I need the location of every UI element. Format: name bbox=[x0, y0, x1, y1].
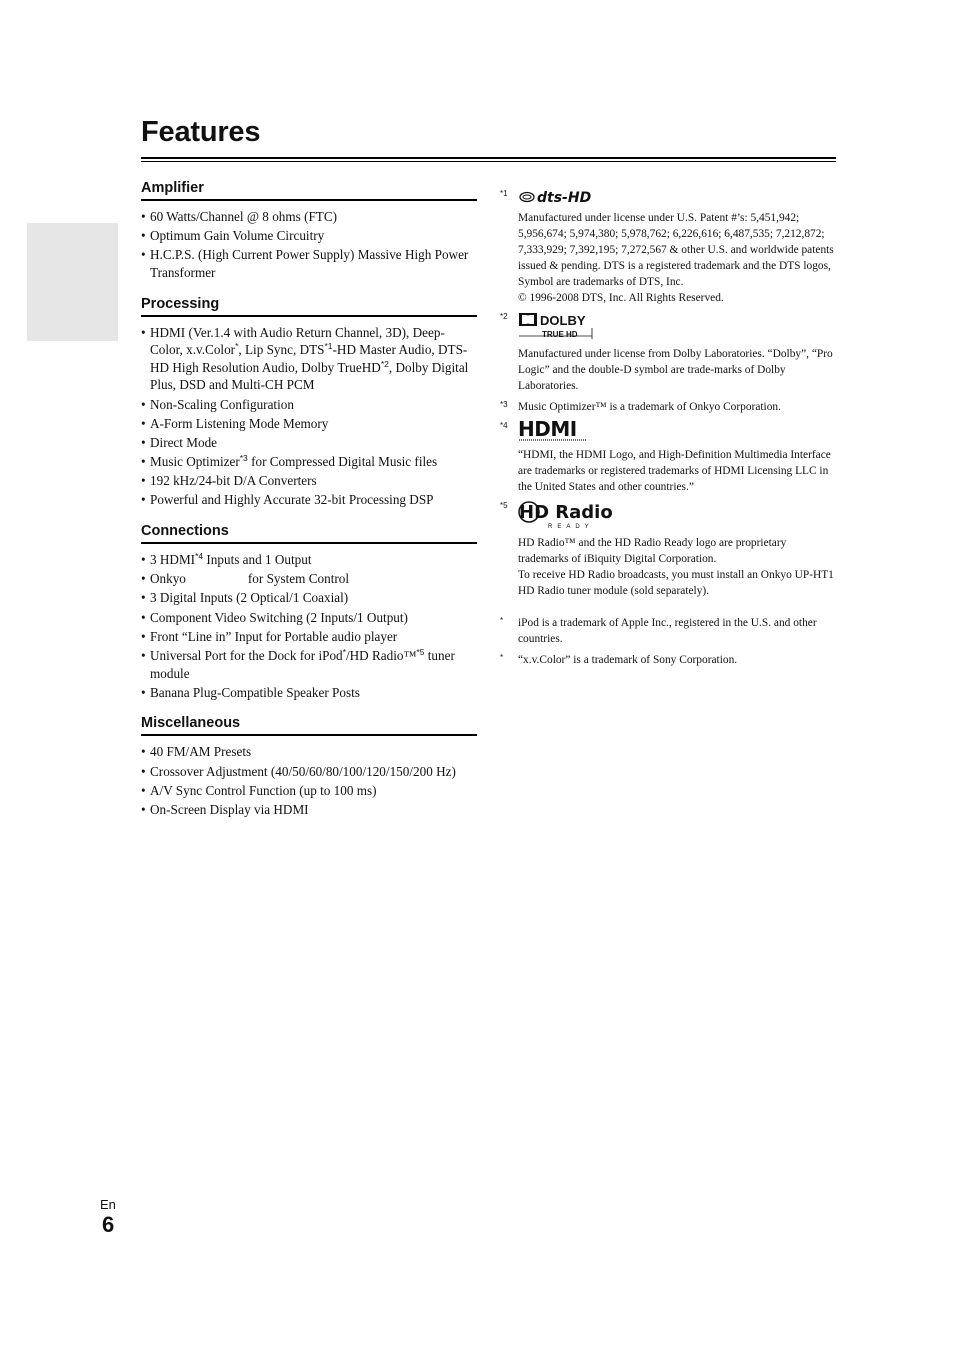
section-heading: Connections bbox=[141, 523, 477, 544]
list-item: • Non-Scaling Configuration bbox=[141, 396, 294, 412]
list-item: • A/V Sync Control Function (up to 100 ms) bbox=[141, 782, 377, 798]
footnote-copyright: © 1996-2008 DTS, Inc. All Rights Reserved. bbox=[518, 292, 724, 304]
section-heading: Amplifier bbox=[141, 180, 477, 201]
svg-text:TRUE HD: TRUE HD bbox=[542, 330, 578, 339]
list-item: • Optimum Gain Volume Circuitry bbox=[141, 228, 325, 244]
page-number: 6 bbox=[102, 1212, 115, 1237]
list-item: • Banana Plug-Compatible Speaker Posts bbox=[141, 684, 360, 700]
footnotes-column bbox=[499, 188, 836, 673]
title-rule-thin bbox=[141, 161, 836, 162]
footnote-text: HD Radio™ and the HD Radio Ready logo are proprietary trademarks of iBiquity Digital Corporation. bbox=[518, 537, 787, 565]
list-item: • H.C.P.S. (High Current Power Supply) Massive High Power Transformer bbox=[141, 247, 469, 280]
footnote-dts bbox=[499, 188, 836, 306]
section-processing bbox=[141, 296, 477, 510]
footnote-text: “HDMI, the HDMI Logo, and High-Definition Multimedia Interface are trademarks or registered trademarks of HDMI Licensing LLC in the United States and other countries.” bbox=[518, 449, 831, 493]
footnote-mark: *5 bbox=[500, 501, 508, 510]
svg-text:dts-HD: dts-HD bbox=[537, 190, 592, 206]
page-language: En bbox=[100, 1197, 116, 1212]
footnote-hdmi bbox=[499, 417, 836, 495]
footnote-mark: *3 bbox=[500, 400, 508, 409]
svg-text:HD Radio: HD Radio bbox=[519, 502, 613, 523]
footnote-ipod bbox=[499, 615, 836, 647]
footnote-xvcolor bbox=[499, 652, 836, 668]
features-column bbox=[141, 180, 477, 833]
list-item: • Universal Port for the Dock for iPod*/HD Radio™$^{*5}$ tuner module bbox=[141, 647, 455, 681]
side-tab-marker bbox=[27, 223, 118, 341]
list-item: • A-Form Listening Mode Memory bbox=[141, 415, 329, 431]
hdmi-logo-icon bbox=[518, 417, 836, 447]
footnote-text: Manufactured under license from Dolby Laboratories. “Dolby”, “Pro Logic” and the double-D symbol are trade-marks of Dolby Laboratories. bbox=[518, 348, 833, 392]
footnote-dolby bbox=[499, 311, 836, 394]
list-item: • Direct Mode bbox=[141, 434, 218, 450]
list-item: • 3 HDMI$^{*4}$ Inputs and 1 Output bbox=[141, 551, 312, 568]
list-item: • HDMI (Ver.1.4 with Audio Return Channel, 3D), Deep-Color, x.v.Color*, Lip Sync, DTS$^{*1}$-HD Master Audio, DTS-HD High Resolution Audio, Dolby TrueHD$^{*2}$, Dolby Digital Plus, DSD and Multi-CH PCM bbox=[141, 324, 469, 393]
list-item: • 60 Watts/Channel @ 8 ohms (FTC) bbox=[141, 209, 338, 224]
list-item: • Music Optimizer$^{*3}$ for Compressed Digital Music files bbox=[141, 453, 438, 470]
svg-text:HDMI: HDMI bbox=[518, 417, 577, 441]
dts-hd-logo-icon bbox=[518, 188, 836, 210]
list-item: • 40 FM/AM Presets bbox=[141, 744, 252, 760]
footnote-text: “x.v.Color” is a trademark of Sony Corporation. bbox=[518, 654, 738, 666]
footnote-mark: * bbox=[500, 616, 504, 625]
footnote-text: iPod is a trademark of Apple Inc., registered in the U.S. and other countries. bbox=[518, 617, 817, 645]
list-item: • Powerful and Highly Accurate 32-bit Processing DSP bbox=[141, 492, 434, 508]
footnote-mark: *4 bbox=[500, 421, 508, 430]
footnote-mark: *1 bbox=[500, 189, 508, 198]
list-item: • 192 kHz/24-bit D/A Converters bbox=[141, 473, 317, 489]
list-item: • Component Video Switching (2 Inputs/1 Output) bbox=[141, 609, 408, 625]
footnote-text: To receive HD Radio broadcasts, you must install an Onkyo UP-HT1 HD Radio tuner module (sold separately). bbox=[518, 569, 834, 597]
list-item: • 3 Digital Inputs (2 Optical/1 Coaxial) bbox=[141, 590, 349, 606]
footnote-hd-radio bbox=[499, 500, 836, 599]
list-item: • Crossover Adjustment (40/50/60/80/100/120/150/200 Hz) bbox=[141, 763, 456, 779]
page-title: Features bbox=[141, 116, 261, 148]
footnote-music-optimizer bbox=[499, 399, 836, 415]
hd-radio-ready-logo-icon bbox=[518, 500, 836, 535]
list-item: • Front “Line in” Input for Portable audio player bbox=[141, 628, 398, 644]
section-heading: Processing bbox=[141, 296, 477, 317]
list-item: • On-Screen Display via HDMI bbox=[141, 801, 309, 817]
title-rule bbox=[141, 157, 836, 159]
svg-text:DOLBY: DOLBY bbox=[540, 313, 586, 328]
section-amplifier bbox=[141, 180, 477, 282]
footnote-mark: * bbox=[500, 653, 504, 662]
svg-text:READY: READY bbox=[548, 524, 594, 530]
list-item: • Onkyo for System Control bbox=[141, 571, 350, 587]
footnote-text: Manufactured under license under U.S. Patent #’s: 5,451,942; 5,956,674; 5,974,380; 5,978,762; 6,226,616; 6,487,535; 7,212,872; 7,333,929; 7,392,195; 7,272,567 & other U.S. and worldwide patents issued & pending. DTS is a registered trademark and the DTS logos, Symbol are trademarks of DTS, Inc. bbox=[518, 212, 834, 288]
section-connections bbox=[141, 523, 477, 701]
footnote-text: Music Optimizer™ is a trademark of Onkyo Corporation. bbox=[518, 401, 781, 413]
section-heading: Miscellaneous bbox=[141, 715, 477, 736]
section-miscellaneous bbox=[141, 715, 477, 818]
dolby-truehd-logo-icon bbox=[518, 311, 836, 346]
footnote-mark: *2 bbox=[500, 312, 508, 321]
